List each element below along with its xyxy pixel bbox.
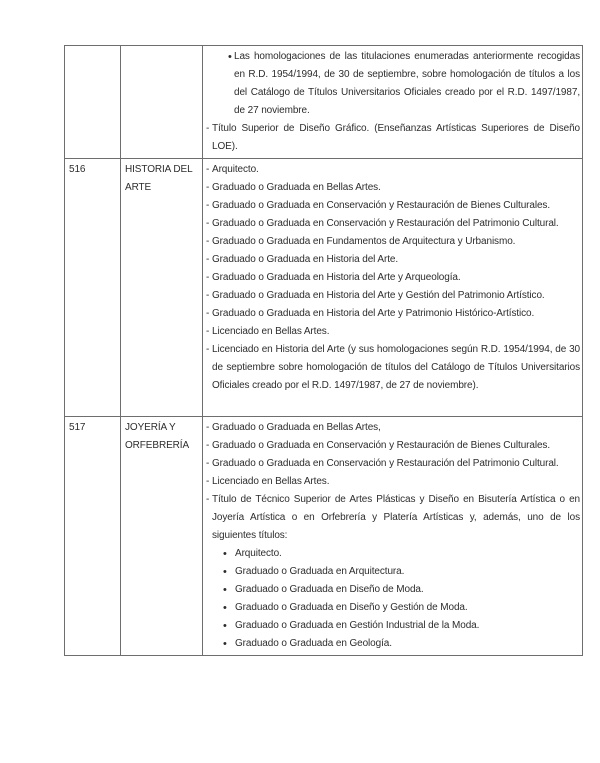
qualification-text: Graduado o Graduada en Geología. — [235, 638, 392, 649]
bullet-marker: • — [223, 548, 227, 560]
qualification-text: Graduado o Graduada en Historia del Arte y Gestión del Patrimonio Artístico. — [212, 290, 545, 301]
qualification-text: Graduado o Graduada en Diseño de Moda. — [235, 584, 424, 595]
dash-marker: - — [206, 458, 210, 469]
specialty-code-cell: 517 — [65, 417, 121, 656]
qualification-item — [223, 617, 580, 635]
table-row — [65, 159, 583, 417]
qualification-text: Título Superior de Diseño Gráfico. (Enseñanzas Artísticas Superiores de Diseño LOE). — [212, 123, 580, 152]
qualification-text: Graduado o Graduada en Diseño y Gestión de Moda. — [235, 602, 468, 613]
qualification-text: Título de Técnico Superior de Artes Plásticas y Diseño en Bisutería Artística o en Joyería Artística o en Orfebrería y Platería Artísticas y, además, uno de los siguientes títulos: — [212, 494, 580, 541]
qualification-item — [206, 161, 580, 179]
dash-marker: - — [206, 308, 210, 319]
qualification-item — [206, 419, 580, 437]
dash-marker: - — [206, 422, 210, 433]
table-row — [65, 46, 583, 159]
specialty-code-cell: 516 — [65, 159, 121, 417]
qualification-text: Graduado o Graduada en Bellas Artes, — [212, 422, 381, 433]
table-row — [65, 417, 583, 656]
dash-marker: - — [206, 290, 210, 301]
qualification-text: Arquitecto. — [212, 164, 259, 175]
qualification-item — [206, 269, 580, 287]
qualification-text: Graduado o Graduada en Conservación y Restauración de Bienes Culturales. — [212, 200, 551, 211]
qualifications-cell — [203, 159, 583, 417]
qualifications-table — [64, 45, 583, 656]
dash-marker: - — [206, 440, 210, 451]
qualification-item — [206, 323, 580, 341]
qualification-text: Licenciado en Bellas Artes. — [212, 326, 330, 337]
qualification-text: Graduado o Graduada en Conservación y Restauración de Bienes Culturales. — [212, 440, 551, 451]
qualification-item — [206, 179, 580, 197]
qualification-text: Graduado o Graduada en Bellas Artes. — [212, 182, 381, 193]
qualification-text: Las homologaciones de las titulaciones enumeradas anteriormente recogidas en R.D. 1954/1994, de 30 de septiembre, sobre homologación de títulos a los del Catálogo de Títulos Universitarios Oficiales creado por el R.D. 1497/1987, de 27 noviembre. — [234, 51, 580, 116]
bullet-marker: • — [228, 51, 232, 63]
qualification-item — [223, 563, 580, 581]
qualification-text: Graduado o Graduada en Historia del Arte y Patrimonio Histórico-Artístico. — [212, 308, 535, 319]
qualifications-cell — [203, 46, 583, 159]
dash-marker: - — [206, 272, 210, 283]
qualification-text: Licenciado en Bellas Artes. — [212, 476, 330, 487]
qualification-text: Graduado o Graduada en Historia del Arte. — [212, 254, 399, 265]
qualification-item — [206, 491, 580, 545]
bullet-marker: • — [223, 638, 227, 650]
qualification-text: Graduado o Graduada en Fundamentos de Arquitectura y Urbanismo. — [212, 236, 516, 247]
qualifications-cell — [203, 417, 583, 656]
qualification-item — [206, 120, 580, 156]
qualification-item — [223, 545, 580, 563]
qualification-item — [206, 341, 580, 395]
dash-marker: - — [206, 344, 210, 355]
dash-marker: - — [206, 182, 210, 193]
qualification-item — [206, 305, 580, 323]
dash-marker: - — [206, 236, 210, 247]
qualification-text: Graduado o Graduada en Conservación y Restauración del Patrimonio Cultural. — [212, 458, 559, 469]
qualification-item — [223, 635, 580, 653]
qualification-text: Licenciado en Historia del Arte (y sus homologaciones según R.D. 1954/1994, de 30 de septiembre sobre homologación de títulos del Catálogo de Títulos Universitarios Oficiales creado por el R.D. 1497/1987, de 27 de noviembre). — [212, 344, 580, 391]
dash-marker: - — [206, 164, 210, 175]
specialty-code-cell — [65, 46, 121, 159]
qualification-text: Graduado o Graduada en Arquitectura. — [235, 566, 405, 577]
qualification-text: Arquitecto. — [235, 548, 282, 559]
qualification-item — [206, 233, 580, 251]
bullet-marker: • — [223, 602, 227, 614]
bullet-marker: • — [223, 584, 227, 596]
qualification-item — [206, 251, 580, 269]
dash-marker: - — [206, 326, 210, 337]
dash-marker: - — [206, 254, 210, 265]
dash-marker: - — [206, 476, 210, 487]
bullet-marker: • — [223, 620, 227, 632]
specialty-name-cell: HISTORIA DEL ARTE — [121, 159, 203, 417]
qualification-item — [206, 197, 580, 215]
qualification-item — [206, 455, 580, 473]
qualification-item — [223, 581, 580, 599]
qualification-item — [206, 473, 580, 491]
specialty-name-cell — [121, 46, 203, 159]
dash-marker: - — [206, 200, 210, 211]
bullet-marker: • — [223, 566, 227, 578]
qualification-item — [206, 437, 580, 455]
qualification-text: Graduado o Graduada en Gestión Industrial de la Moda. — [235, 620, 480, 631]
qualification-item — [206, 287, 580, 305]
qualification-item — [206, 215, 580, 233]
dash-marker: - — [206, 123, 210, 134]
qualification-text: Graduado o Graduada en Conservación y Restauración del Patrimonio Cultural. — [212, 218, 559, 229]
dash-marker: - — [206, 218, 210, 229]
specialty-name-cell: JOYERÍA Y ORFEBRERÍA — [121, 417, 203, 656]
qualification-item — [223, 599, 580, 617]
qualification-item — [228, 48, 580, 120]
dash-marker: - — [206, 494, 210, 505]
qualification-text: Graduado o Graduada en Historia del Arte y Arqueología. — [212, 272, 461, 283]
table-body — [65, 46, 583, 656]
